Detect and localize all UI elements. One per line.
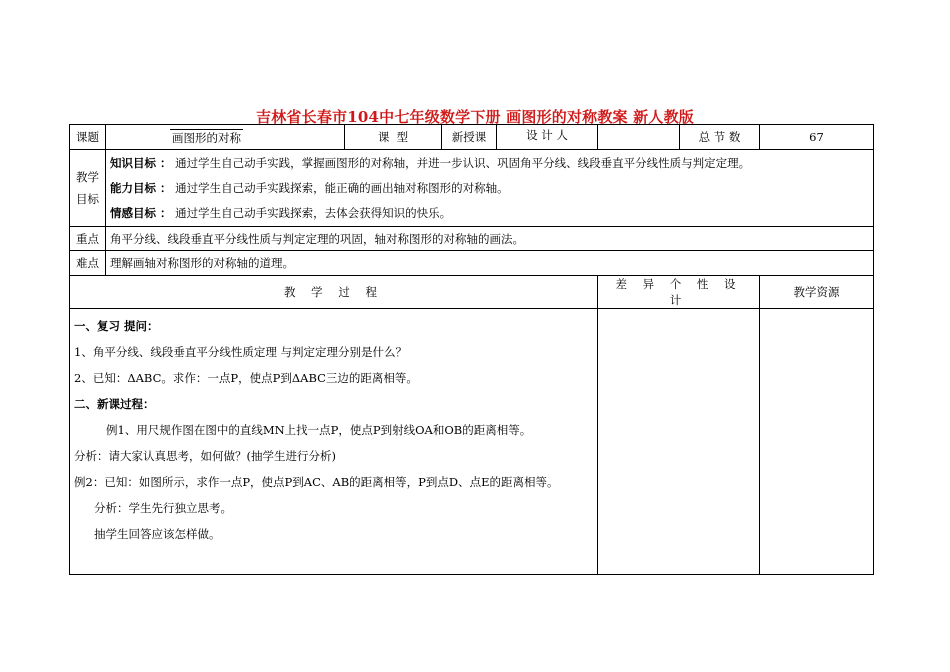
section-review-title: 一、复习 提问： xyxy=(74,319,159,333)
type-label: 课 型 xyxy=(345,125,442,150)
difficulty-row xyxy=(70,251,874,276)
key-point-label: 重点 xyxy=(70,227,106,251)
emotion-text: 通过学生自己动手实践探索，去体会获得知识的快乐。 xyxy=(175,205,452,220)
ability-objective xyxy=(110,176,869,201)
topic-label: 课题 xyxy=(70,125,106,150)
diff-design-content xyxy=(598,309,760,575)
key-point-text: 角平分线、线段垂直平分线性质与判定定理的巩固，轴对称图形的对称轴的画法。 xyxy=(106,227,874,251)
knowledge-label: 知识目标 ： xyxy=(110,155,172,170)
objectives-label-cell xyxy=(70,150,106,227)
lesson-plan-table xyxy=(69,124,874,575)
analysis-1: 分析：请大家认真思考，如何做？(抽学生进行分析) xyxy=(74,449,336,463)
review-question-2: 2、已知：ΔABC。求作：一点P，使点P到ΔABC三边的距离相等。 xyxy=(74,371,418,385)
objectives-row xyxy=(70,150,874,227)
resource-content xyxy=(760,309,874,575)
designer-label: 设 计 人 xyxy=(497,125,598,150)
type-value: 新授课 xyxy=(442,125,497,150)
resource-header: 教学资源 xyxy=(760,276,874,309)
process-content xyxy=(70,309,598,575)
header-row xyxy=(70,125,874,150)
key-point-row xyxy=(70,227,874,251)
designer-value xyxy=(598,125,680,150)
review-question-1: 1、角平分线、线段垂直平分线性质定理 与判定定理分别是什么？ xyxy=(74,345,407,359)
ability-text: 通过学生自己动手实践探索，能正确的画出轴对称图形的对称轴。 xyxy=(175,180,509,195)
process-header: 教 学 过 程 xyxy=(70,276,598,309)
student-answer: 抽学生回答应该怎样做。 xyxy=(94,527,221,541)
difficulty-text: 理解画轴对称图形的对称轴的道理。 xyxy=(106,251,874,276)
topic-cell xyxy=(106,125,345,150)
ability-label: 能力目标 ： xyxy=(110,180,172,195)
total-label: 总 节 数 xyxy=(680,125,760,150)
document-title: 吉林省长春市104中七年级数学下册 画图形的对称教案 新人教版 xyxy=(256,108,694,126)
difficulty-label: 难点 xyxy=(70,251,106,276)
objectives-content xyxy=(106,150,874,227)
example-1: 例1、用尺规作图在图中的直线MN上找一点P，使点P到射线OA和OB的距离相等。 xyxy=(106,423,532,437)
objectives-label-1: 教学 xyxy=(76,170,99,184)
total-value: 67 xyxy=(760,125,874,150)
objectives-label-2: 目标 xyxy=(76,192,99,206)
knowledge-text: 通过学生自己动手实践，掌握画图形的对称轴，并进一步认识、巩固角平分线、线段垂直平分线性质与判定定理。 xyxy=(175,155,751,170)
process-body-row xyxy=(70,309,874,575)
example-2: 例2：已知：如图所示，求作一点P，使点P到AC、AB的距离相等，P到点D、点E的距离相等。 xyxy=(74,475,559,489)
process-header-row xyxy=(70,276,874,309)
emotion-label: 情感目标 ： xyxy=(110,205,172,220)
diff-design-header: 差 异 个 性 设 计 xyxy=(598,276,760,309)
knowledge-objective xyxy=(110,151,869,176)
emotion-objective xyxy=(110,201,869,226)
topic-value: 画图形的对称 xyxy=(172,130,241,145)
section-new-lesson-title: 二、新课过程： xyxy=(74,397,155,411)
analysis-2: 分析：学生先行独立思考。 xyxy=(94,501,232,515)
